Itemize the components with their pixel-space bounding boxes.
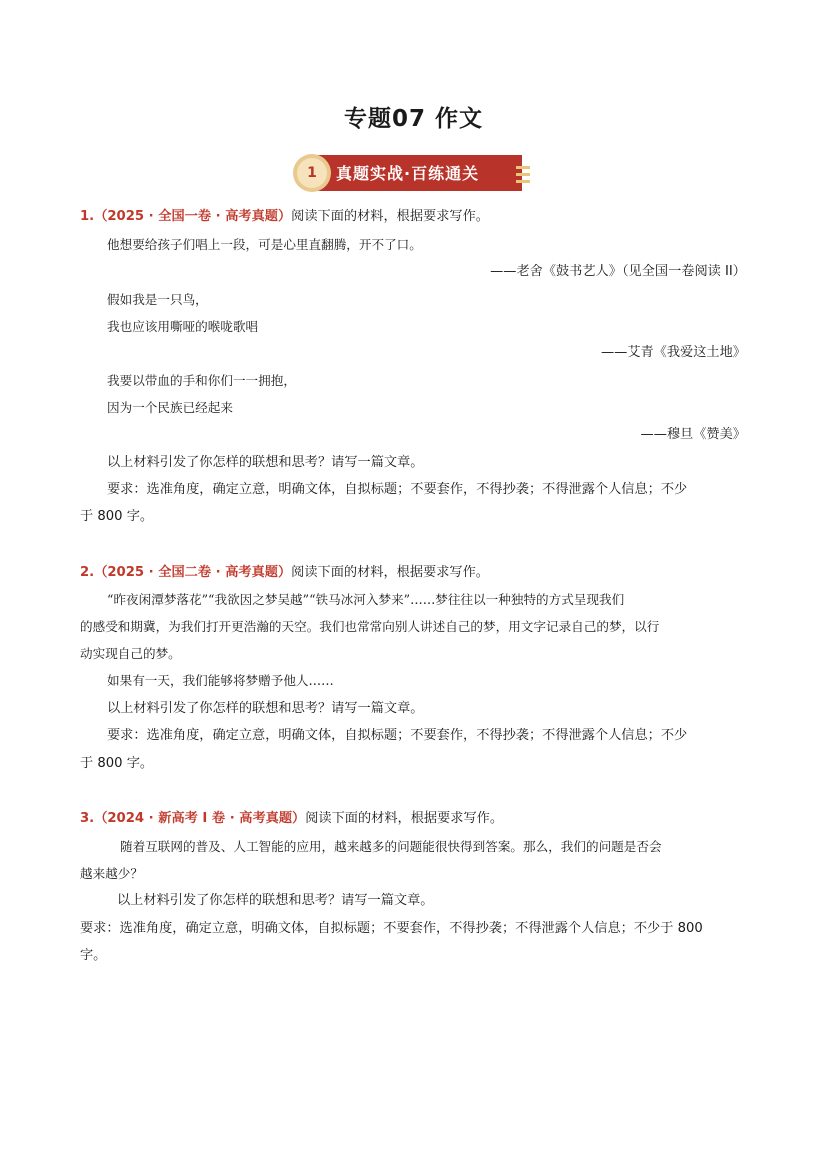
requirements-line: 于 800 字。 — [80, 509, 154, 524]
section-banner — [290, 152, 535, 194]
question-number: 2. — [80, 565, 95, 580]
question-number: 1. — [80, 209, 95, 224]
question-source: （2025 · 全国一卷 · 高考真题） — [94, 209, 292, 224]
requirements-line: 要求：选准角度，确定立意，明确文体，自拟标题；不要套作，不得抄袭；不得泄露个人信息；不少 — [107, 482, 688, 497]
question-source: （2024 · 新高考 I 卷 · 高考真题） — [94, 811, 306, 826]
material-line: 越来越少？ — [80, 866, 143, 881]
question-prompt: 阅读下面的材料，根据要求写作。 — [291, 209, 489, 224]
writing-task: 以上材料引发了你怎样的联想和思考？请写一篇文章。 — [107, 701, 424, 716]
material-line: 的感受和期冀，为我们打开更浩瀚的天空。我们也常常向别人讲述自己的梦，用文字记录自己的梦，以行 — [80, 619, 660, 634]
material-line: 动实现自己的梦。 — [80, 646, 181, 661]
question-prompt: 阅读下面的材料，根据要求写作。 — [291, 565, 489, 580]
material-line: 随着互联网的普及、人工智能的应用，越来越多的问题能很快得到答案。那么，我们的问题是否会 — [120, 839, 662, 854]
writing-task: 以上材料引发了你怎样的联想和思考？请写一篇文章。 — [117, 893, 434, 908]
requirements-line: 字。 — [80, 948, 107, 963]
question-prompt: 阅读下面的材料，根据要求写作。 — [305, 811, 504, 826]
material-line: 因为一个民族已经起来 — [107, 400, 233, 415]
page-title: 专题07 作文 — [343, 106, 483, 132]
requirements-line: 要求：选准角度，确定立意，明确文体，自拟标题；不要套作，不得抄袭；不得泄露个人信息；不少于 800 — [80, 921, 703, 936]
question-source: （2025 · 全国二卷 · 高考真题） — [94, 565, 292, 580]
writing-task: 以上材料引发了你怎样的联想和思考？请写一篇文章。 — [107, 455, 424, 470]
material-attribution: ——穆旦《赞美》 — [640, 427, 746, 442]
banner-label: 真题实战·百练通关 — [336, 164, 480, 183]
question-1-header — [80, 207, 489, 227]
requirements-line: 于 800 字。 — [80, 756, 154, 771]
material-line: 如果有一天，我们能够将梦赠予他人…… — [107, 673, 334, 688]
material-line: 他想要给孩子们唱上一段，可是心里直翻腾，开不了口。 — [107, 237, 422, 252]
material-line: 我要以带血的手和你们一一拥抱， — [107, 373, 296, 388]
material-line: 假如我是一只鸟， — [107, 292, 208, 307]
material-attribution: ——老舍《鼓书艺人》（见全国一卷阅读 II） — [490, 264, 746, 279]
question-2-header — [80, 563, 489, 583]
banner-number: 1 — [307, 165, 317, 181]
material-attribution: ——艾青《我爱这土地》 — [600, 345, 746, 360]
material-line: “昨夜闲潭梦落花”“我欲因之梦吴越”“铁马冰河入梦来”……梦往往以一种独特的方式呈现我们 — [107, 592, 625, 607]
question-3-header — [80, 809, 503, 829]
question-number: 3. — [80, 811, 95, 826]
material-line: 我也应该用嘶哑的喉咙歌唱 — [107, 319, 259, 334]
requirements-line: 要求：选准角度，确定立意，明确文体，自拟标题；不要套作，不得抄袭；不得泄露个人信息；不少 — [107, 728, 688, 743]
